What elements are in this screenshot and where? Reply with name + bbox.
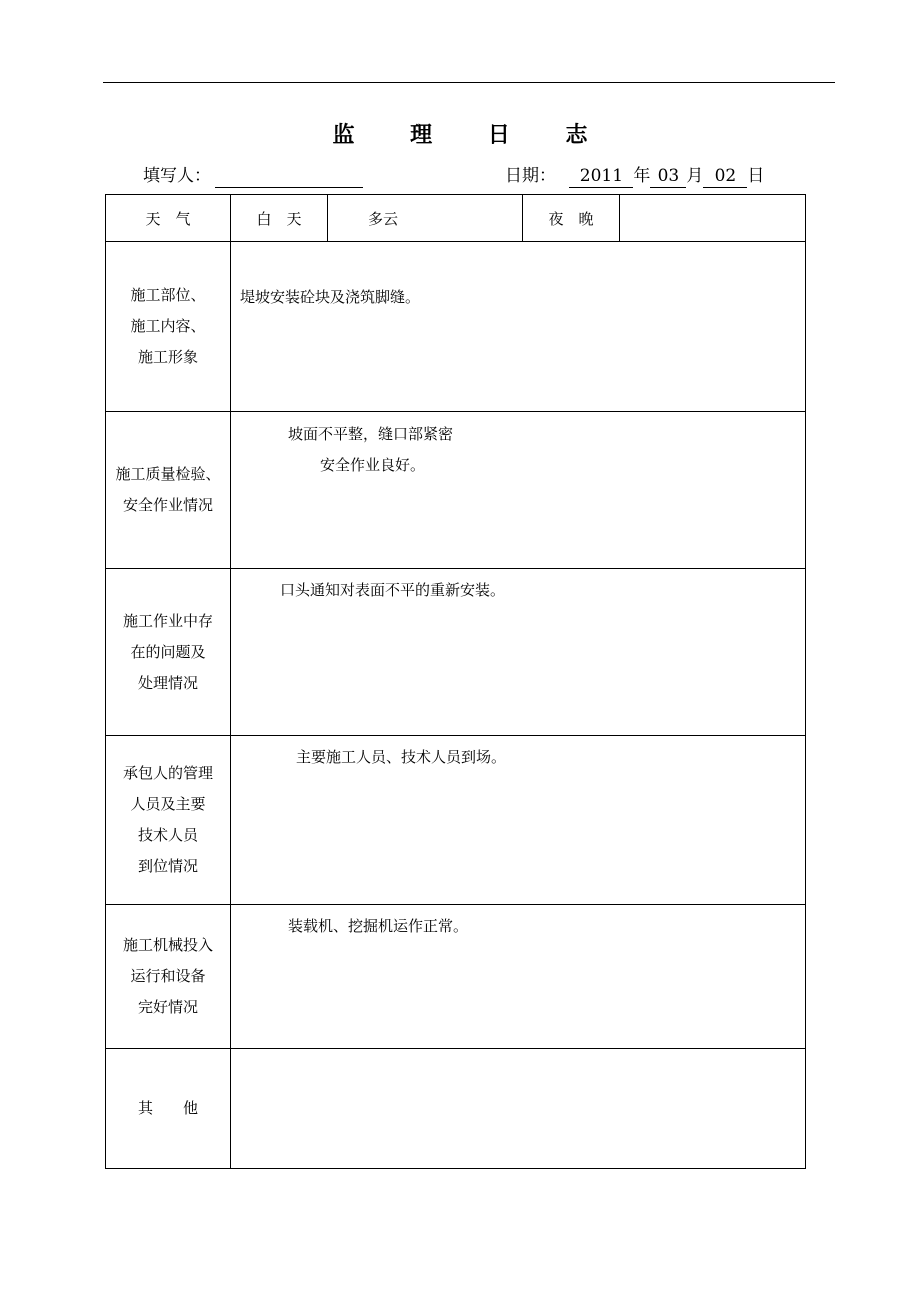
- personnel-label-line: 人员及主要: [130, 795, 206, 813]
- quality-row: [106, 412, 806, 569]
- construction-content: 堤坡安装砼块及浇筑脚缝。: [240, 288, 421, 306]
- log-table: [105, 194, 806, 1169]
- date-year-unit: 年: [633, 166, 651, 186]
- personnel-label-line: 到位情况: [137, 857, 198, 875]
- construction-label-cell: [106, 242, 231, 412]
- day-label: 白 天: [256, 209, 302, 228]
- date-day: 02: [703, 165, 747, 188]
- quality-content-line: 安全作业良好。: [320, 456, 426, 474]
- personnel-row: [106, 736, 806, 905]
- night-weather-cell: [620, 195, 806, 242]
- machinery-label-cell: [106, 905, 231, 1049]
- problems-label-line: 在的问题及: [130, 642, 206, 661]
- construction-label-line: 施工部位、: [130, 286, 206, 304]
- day-weather-value: 多云: [368, 209, 399, 228]
- construction-row: [106, 242, 806, 412]
- filler-value: [215, 167, 363, 188]
- personnel-label-cell: [106, 736, 231, 905]
- quality-content-line: 坡面不平整，缝口部紧密: [288, 425, 454, 443]
- weather-row: [106, 195, 806, 242]
- problems-label-line: 施工作业中存: [122, 611, 213, 630]
- problems-label-line: 处理情况: [137, 673, 198, 692]
- quality-content-cell: [231, 412, 806, 569]
- night-label: 夜 晚: [548, 209, 594, 228]
- other-label-line: 其 他: [137, 1099, 198, 1117]
- date-label: 日期：: [505, 166, 556, 186]
- filler-label: 填写人：: [143, 166, 211, 186]
- quality-label-line: 施工质量检验、: [115, 465, 221, 483]
- weather-label-cell: [106, 195, 231, 242]
- construction-label-line: 施工内容、: [130, 317, 206, 335]
- date-year: 2011: [569, 165, 633, 188]
- date-field: [505, 164, 764, 188]
- weather-label: 天 气: [145, 209, 191, 228]
- other-row: [106, 1049, 806, 1169]
- day-weather-cell: [328, 195, 523, 242]
- problems-content: 口头通知对表面不平的重新安装。: [280, 581, 506, 599]
- other-label-cell: [106, 1049, 231, 1169]
- quality-label-line: 安全作业情况: [122, 496, 213, 514]
- date-month: 03: [650, 165, 686, 188]
- date-month-unit: 月: [686, 166, 704, 186]
- problems-content-cell: [231, 569, 806, 736]
- machinery-label-line: 运行和设备: [130, 967, 206, 985]
- personnel-content: 主要施工人员、技术人员到场。: [296, 748, 507, 766]
- machinery-content: 装载机、挖掘机运作正常。: [288, 917, 469, 935]
- day-label-cell: [231, 195, 328, 242]
- personnel-content-cell: [231, 736, 806, 905]
- machinery-row: [106, 905, 806, 1049]
- machinery-label-line: 完好情况: [137, 998, 198, 1016]
- date-day-unit: 日: [747, 166, 765, 186]
- header-rule: [103, 82, 835, 83]
- other-content-cell: [231, 1049, 806, 1169]
- quality-label-cell: [106, 412, 231, 569]
- problems-row: [106, 569, 806, 736]
- page-title: 监 理 日 志: [332, 123, 612, 148]
- construction-content-cell: [231, 242, 806, 412]
- filler-field: [143, 164, 363, 188]
- personnel-label-line: 技术人员: [137, 826, 198, 844]
- construction-label-line: 施工形象: [137, 348, 198, 366]
- machinery-content-cell: [231, 905, 806, 1049]
- night-label-cell: [523, 195, 620, 242]
- personnel-label-line: 承包人的管理: [122, 764, 213, 782]
- problems-label-cell: [106, 569, 231, 736]
- machinery-label-line: 施工机械投入: [122, 936, 213, 954]
